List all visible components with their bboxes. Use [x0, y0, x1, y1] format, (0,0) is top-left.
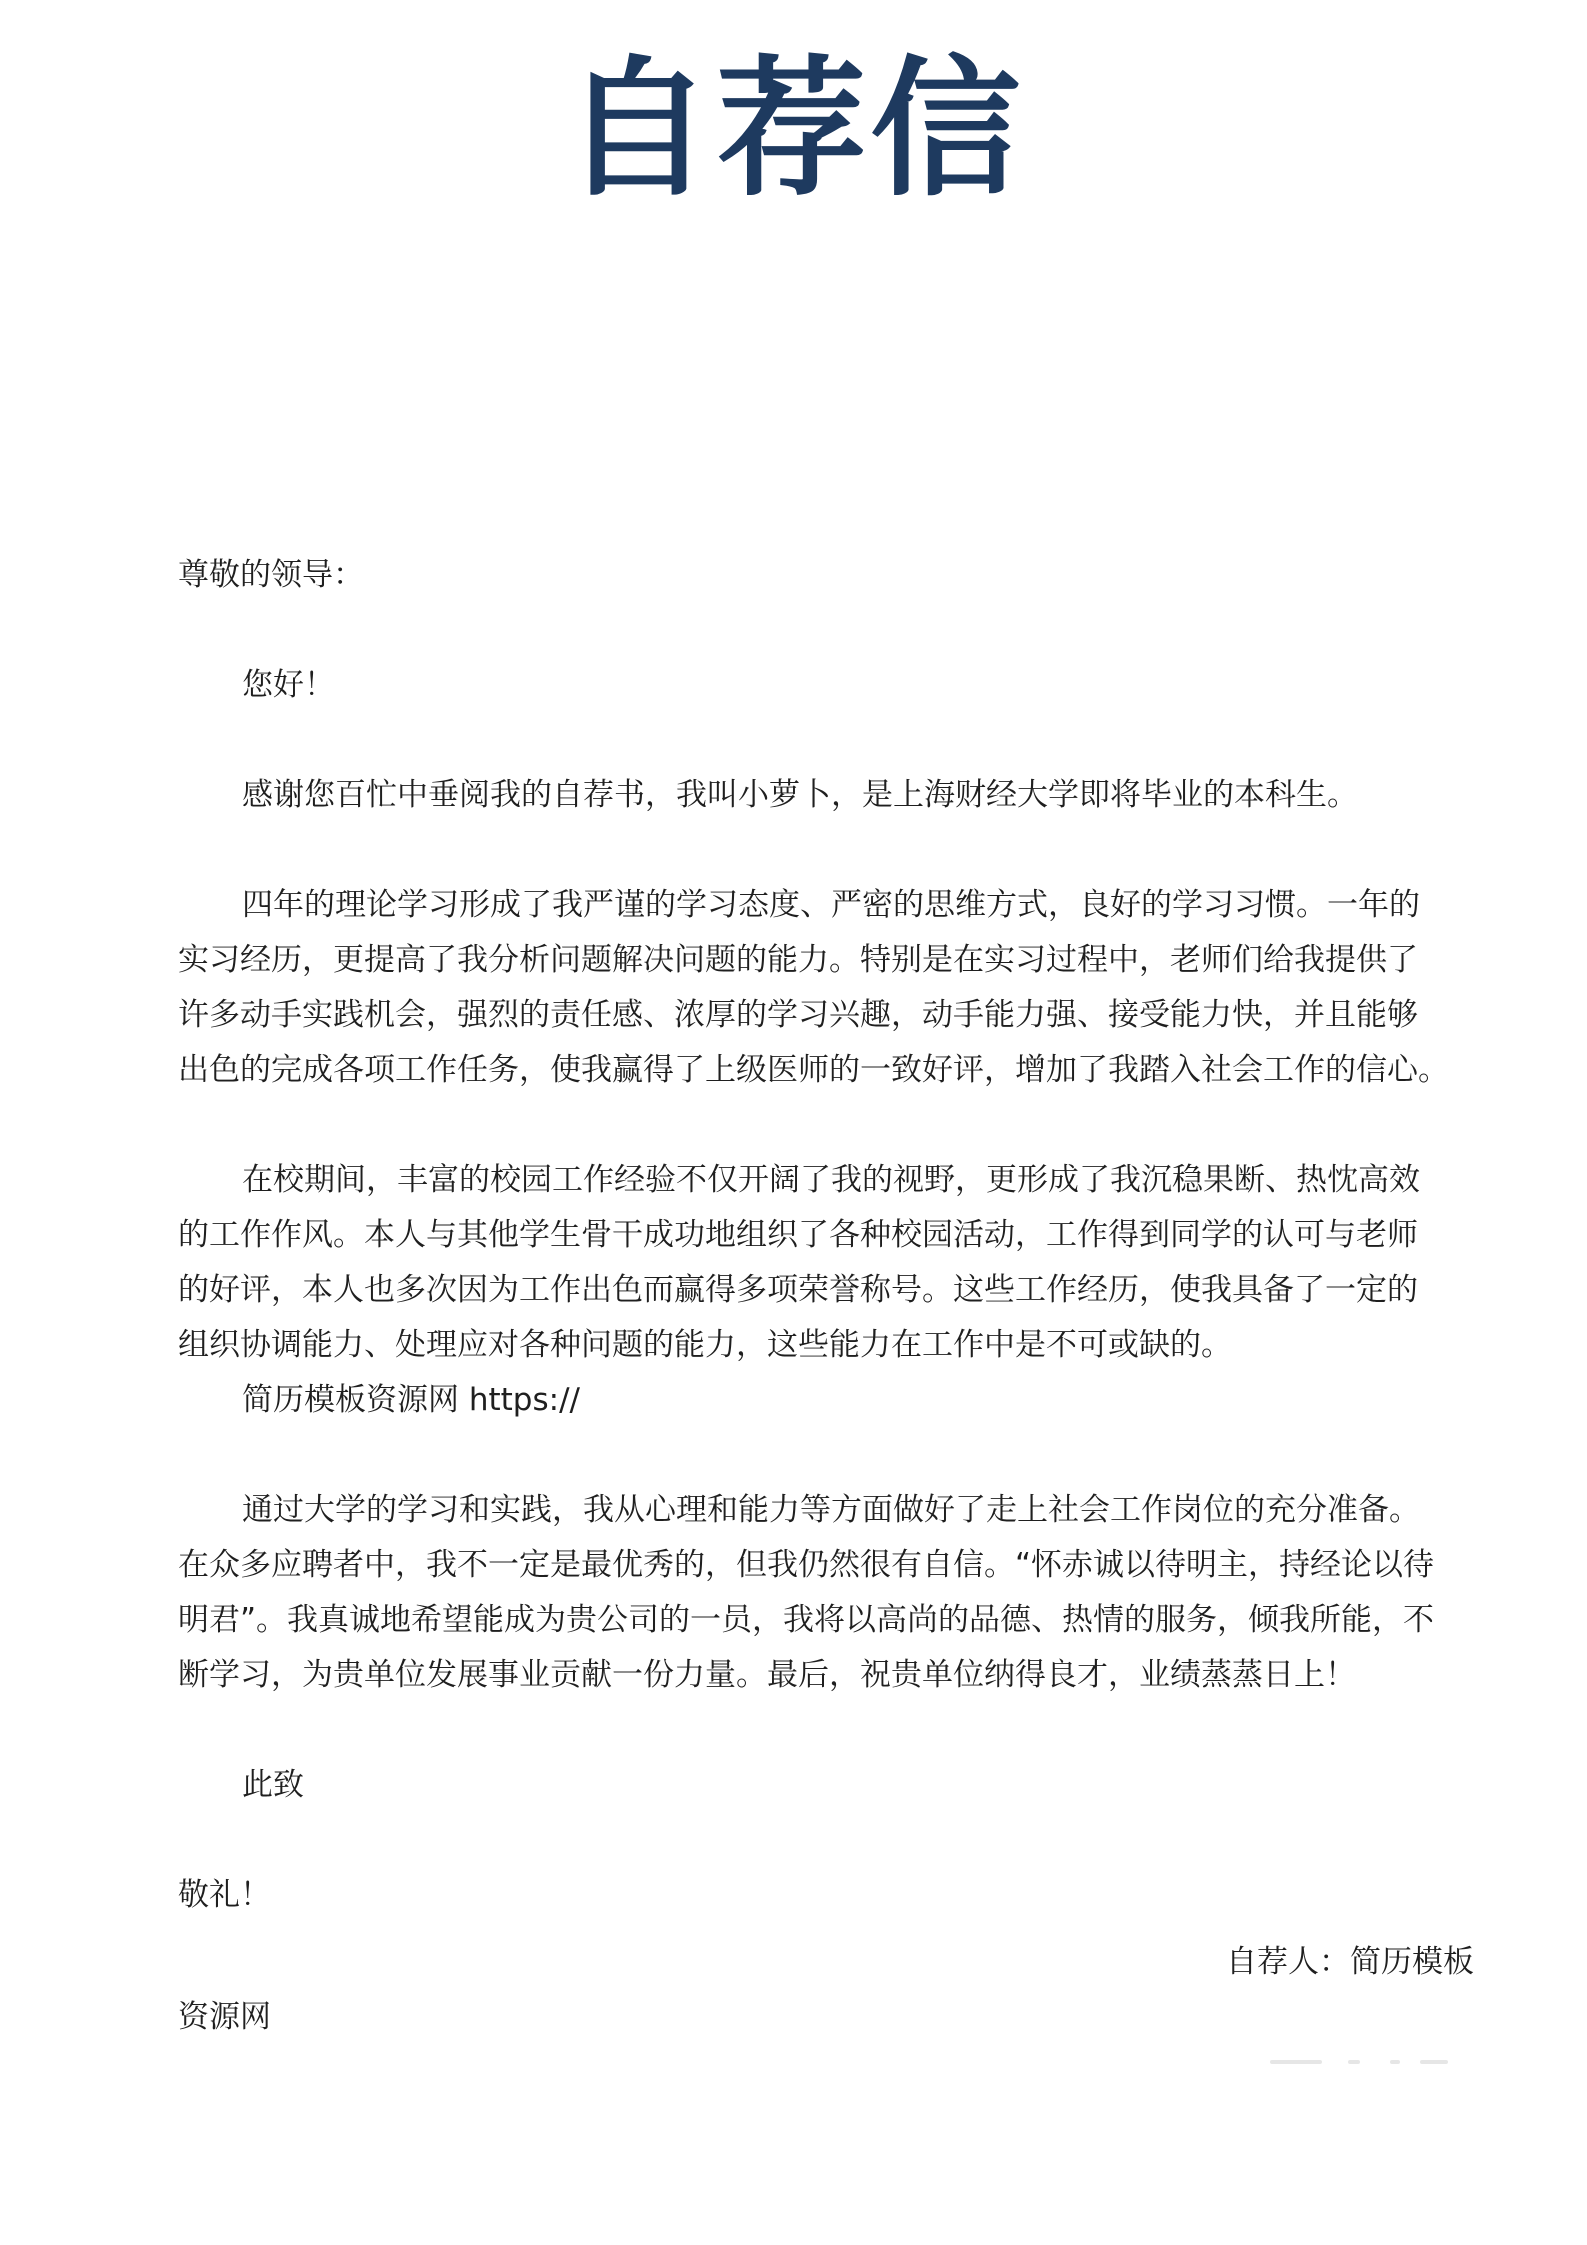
paragraph-line: 的好评，本人也多次因为工作出色而赢得多项荣誉称号。这些工作经历，使我具备了一定的: [178, 1272, 1418, 1308]
watermark-line: 简历模板资源网 https://: [242, 1382, 580, 1418]
paragraph-campus: [178, 1153, 1474, 1428]
intro-paragraph: 感谢您百忙中垂阅我的自荐书，我叫小萝卜，是上海财经大学即将毕业的本科生。: [242, 777, 1358, 813]
paragraph-readiness: [178, 1483, 1474, 1703]
paragraph-line: 通过大学的学习和实践，我从心理和能力等方面做好了走上社会工作岗位的充分准备。: [242, 1492, 1420, 1528]
paragraph-line: 出色的完成各项工作任务，使我赢得了上级医师的一致好评，增加了我踏入社会工作的信心。: [178, 1052, 1449, 1088]
closing-regards: 此致: [242, 1767, 304, 1803]
faded-date-marks: [1270, 2055, 1450, 2069]
signature-continuation: 资源网: [178, 1999, 271, 2035]
salutation: 尊敬的领导：: [178, 557, 364, 593]
paragraph-line: 在众多应聘者中，我不一定是最优秀的，但我仍然很有自信。“怀赤诚以待明主，持经论以待: [178, 1547, 1435, 1583]
closing-salute: 敬礼！: [178, 1877, 271, 1913]
paragraph-study: [178, 878, 1474, 1098]
paragraph-line: 许多动手实践机会，强烈的责任感、浓厚的学习兴趣，动手能力强、接受能力快，并且能够: [178, 997, 1418, 1033]
paragraph-line: 的工作作风。本人与其他学生骨干成功地组织了各种校园活动，工作得到同学的认可与老师: [178, 1217, 1418, 1253]
paragraph-line: 断学习，为贵单位发展事业贡献一份力量。最后，祝贵单位纳得良才，业绩蒸蒸日上！: [178, 1657, 1356, 1693]
greeting: 您好！: [242, 667, 335, 703]
signature: 自荐人：简历模板: [1226, 1944, 1474, 1980]
paragraph-line: 组织协调能力、处理应对各种问题的能力，这些能力在工作中是不可或缺的。: [178, 1327, 1232, 1363]
paragraph-line: 实习经历，更提高了我分析问题解决问题的能力。特别是在实习过程中，老师们给我提供了: [178, 942, 1418, 978]
page-title: 自荐信: [562, 43, 1025, 217]
paragraph-line: 明君”。我真诚地希望能成为贵公司的一员，我将以高尚的品德、热情的服务，倾我所能，不: [178, 1602, 1435, 1638]
paragraph-line: 在校期间，丰富的校园工作经验不仅开阔了我的视野，更形成了我沉稳果断、热忱高效: [242, 1162, 1420, 1198]
letter-body: [178, 548, 1474, 1923]
paragraph-line: 四年的理论学习形成了我严谨的学习态度、严密的思维方式，良好的学习习惯。一年的: [242, 887, 1420, 923]
